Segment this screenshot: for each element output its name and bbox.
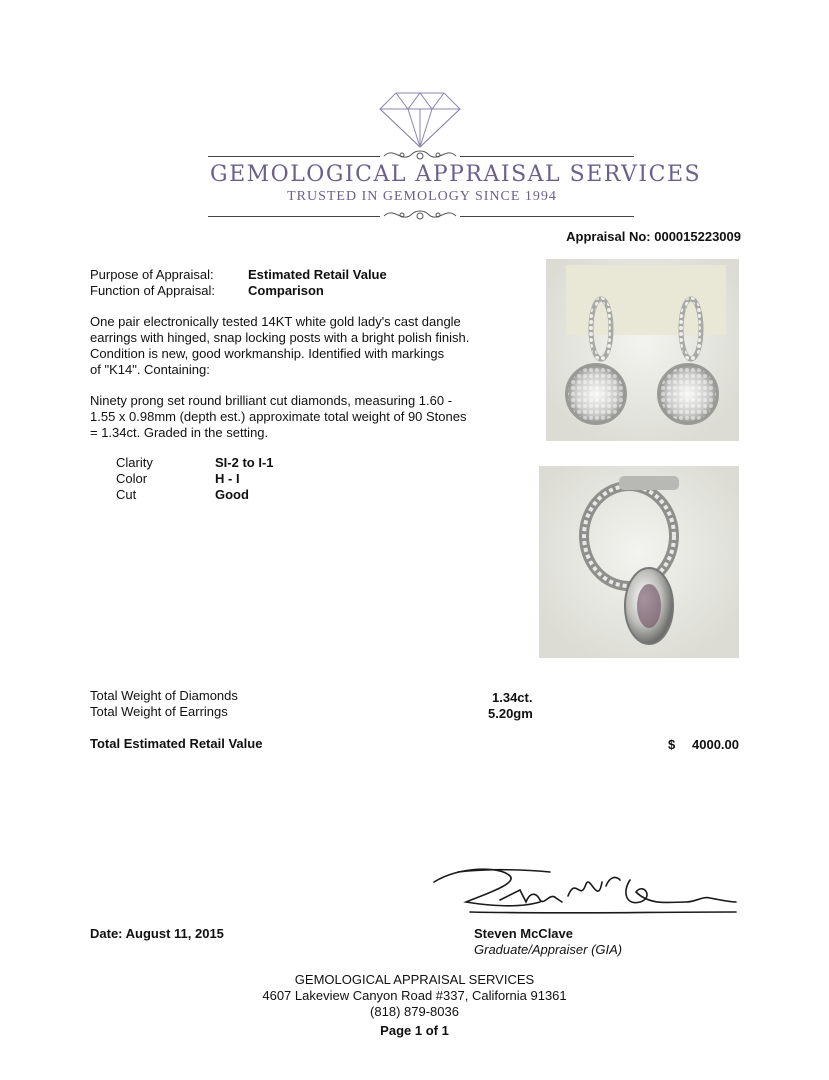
grade-table <box>116 455 316 503</box>
diamond-line: 1.55 x 0.98mm (depth est.) approximate total weight of 90 Stones <box>90 409 467 424</box>
logo <box>200 85 702 230</box>
diamond-icon <box>378 91 462 149</box>
total-diamonds-label: Total Weight of Diamonds <box>90 688 238 703</box>
appraiser-title: Graduate/Appraiser (GIA) <box>474 942 623 957</box>
function-label: Function of Appraisal: <box>90 283 216 298</box>
grade-value: H - I <box>215 471 240 486</box>
scroll-ornament-icon <box>380 206 460 226</box>
total-diamonds-value: 1.34ct. <box>492 690 533 705</box>
item-description <box>90 314 469 378</box>
grade-row <box>116 455 316 471</box>
grade-row <box>116 471 316 487</box>
appraisal-number: Appraisal No: 000015223009 <box>566 229 741 244</box>
grade-label: Color <box>116 471 148 486</box>
footer-address: 4607 Lakeview Canyon Road #337, California 91361 <box>262 988 567 1003</box>
grade-value: Good <box>215 487 249 502</box>
diamond-description <box>90 393 467 441</box>
purpose-value: Estimated Retail Value <box>248 267 387 282</box>
description-line: One pair electronically tested 14KT white gold lady's cast dangle <box>90 314 461 329</box>
company-name: GEMOLOGICAL APPRAISAL SERVICES <box>210 162 702 187</box>
total-earrings-value: 5.20gm <box>488 706 533 721</box>
grade-row <box>116 487 316 503</box>
function-value: Comparison <box>248 283 324 298</box>
earring-side-photo <box>539 466 739 658</box>
retail-value-label: Total Estimated Retail Value <box>90 736 263 751</box>
description-line: of "K14". Containing: <box>90 362 210 377</box>
description-line: earrings with hinged, snap locking posts with a bright polish finish. <box>90 330 470 345</box>
grade-value: SI-2 to I-1 <box>215 455 274 470</box>
grade-label: Clarity <box>116 455 153 470</box>
earrings-front-photo <box>546 259 739 441</box>
diamond-line: Ninety prong set round brilliant cut diamonds, measuring 1.60 - <box>90 393 453 408</box>
total-earrings-label: Total Weight of Earrings <box>90 704 228 719</box>
purpose-label: Purpose of Appraisal: <box>90 267 214 282</box>
date: Date: August 11, 2015 <box>90 926 224 941</box>
tagline: TRUSTED IN GEMOLOGY SINCE 1994 <box>287 189 557 204</box>
diamond-line: = 1.34ct. Graded in the setting. <box>90 425 269 440</box>
retail-value: 4000.00 <box>692 737 739 752</box>
footer-company: GEMOLOGICAL APPRAISAL SERVICES <box>294 972 535 987</box>
currency-symbol: $ <box>668 737 676 752</box>
footer-phone: (818) 879-8036 <box>370 1004 459 1019</box>
footer <box>0 972 829 1039</box>
appraiser-name: Steven McClave <box>474 926 573 941</box>
description-line: Condition is new, good workmanship. Identified with markings <box>90 346 445 361</box>
grade-label: Cut <box>116 487 137 502</box>
signature <box>430 862 740 922</box>
page-number: Page 1 of 1 <box>380 1023 449 1038</box>
